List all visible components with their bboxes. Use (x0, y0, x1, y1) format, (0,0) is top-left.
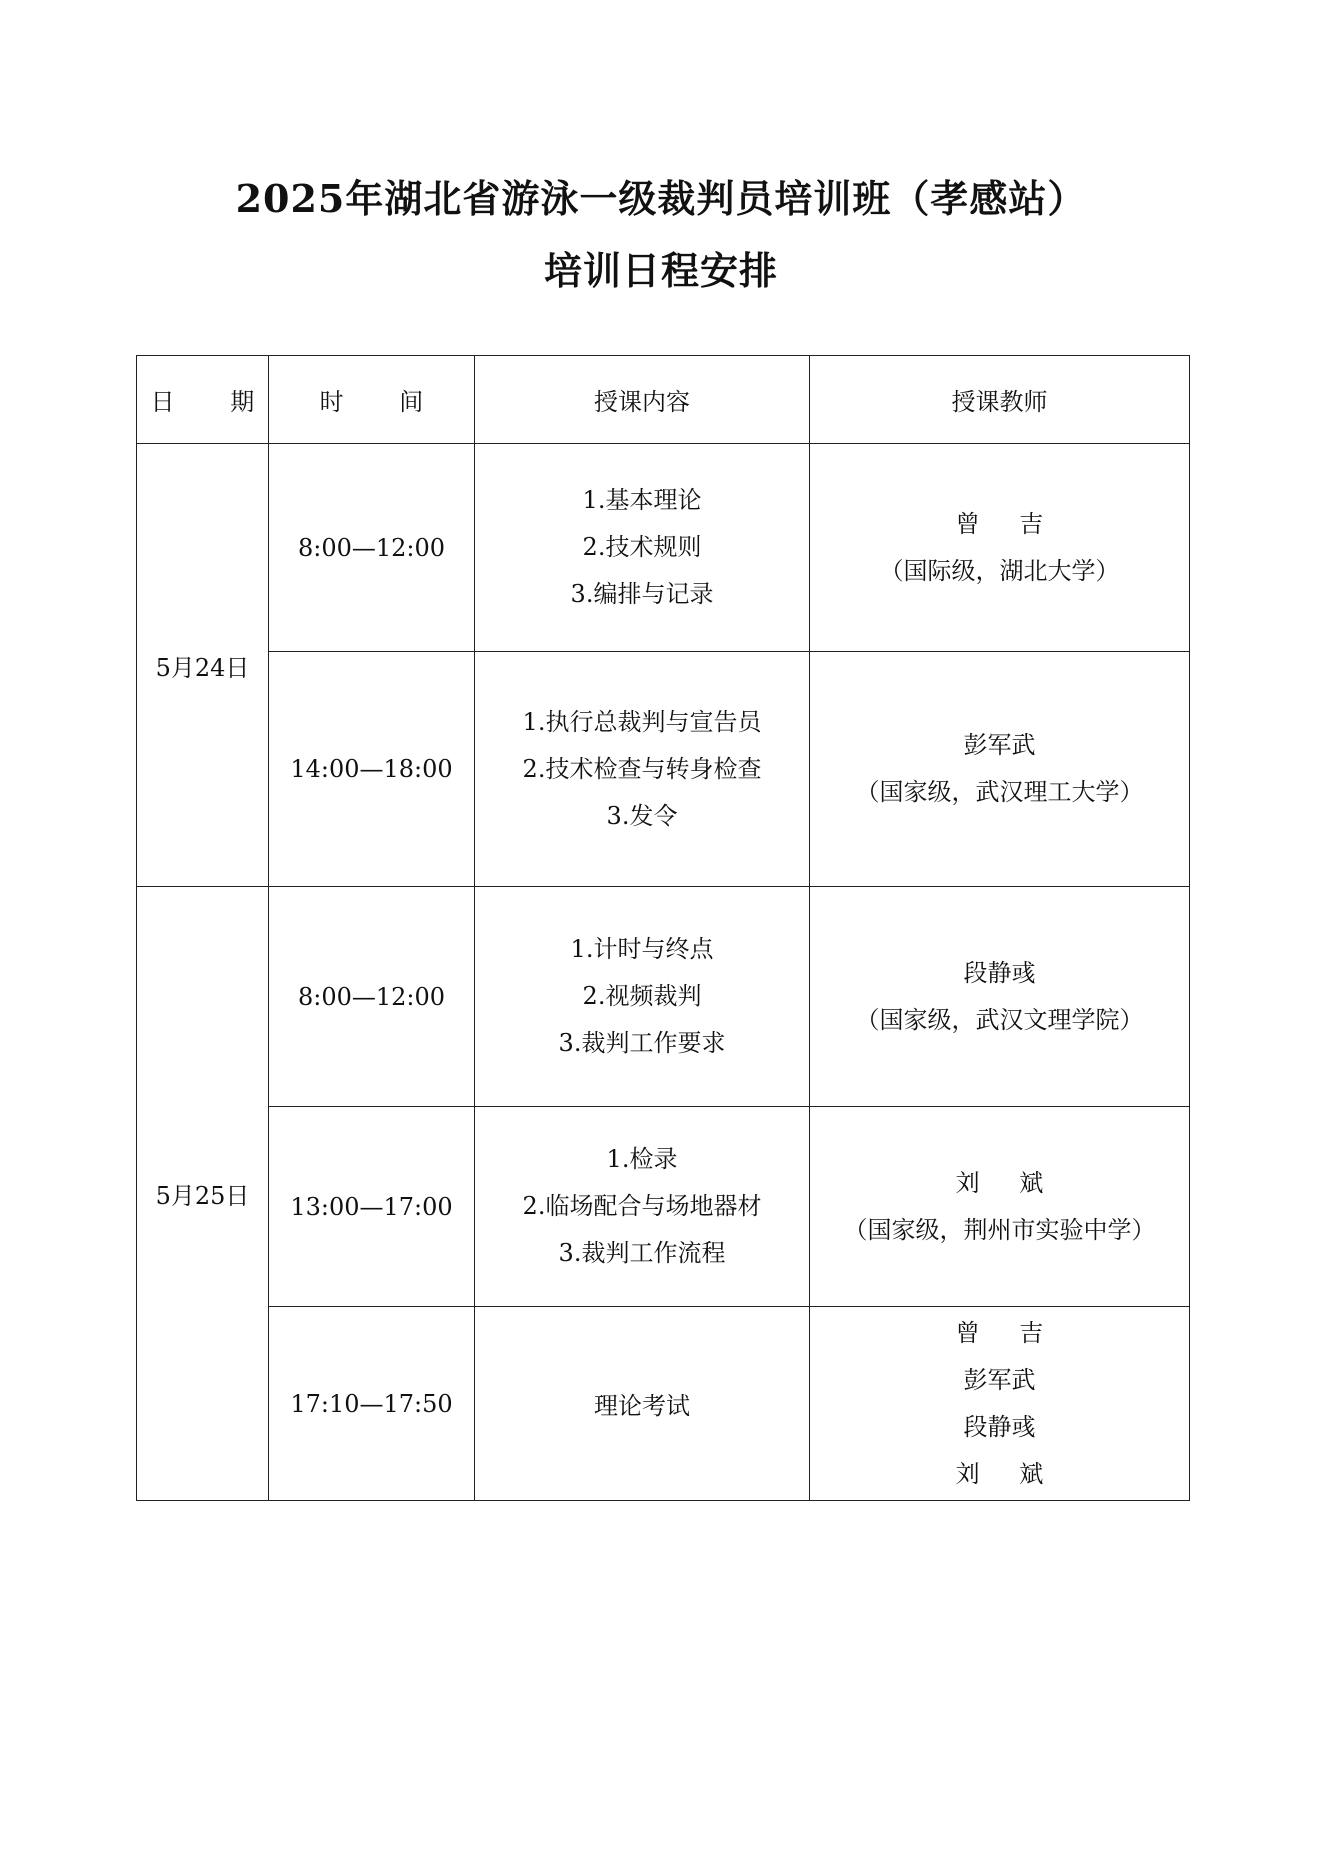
table-row (137, 652, 1190, 887)
content-item: 1.基本理论 (582, 486, 702, 514)
content-item: 3.发令 (606, 801, 678, 830)
document-title: 2025年湖北省游泳一级裁判员培训班（孝感站） (235, 176, 1087, 221)
teacher-name: 曾 吉 (955, 1318, 1060, 1347)
teacher-cell (810, 1307, 1190, 1501)
content-cell (475, 887, 810, 1107)
table-row (137, 444, 1190, 652)
document-subtitle: 培训日程安排 (543, 248, 778, 293)
teacher-name: 段静彧 (963, 958, 1036, 987)
content-item: 2.视频裁判 (582, 982, 702, 1010)
teacher-name: 彭军武 (963, 731, 1036, 759)
teacher-cell (810, 444, 1190, 652)
content-cell (475, 1107, 810, 1307)
header-date: 日 期 (137, 356, 269, 444)
teacher-name: 刘 斌 (955, 1168, 1060, 1197)
teacher-org: （国家级，武汉文理学院） (855, 1005, 1144, 1034)
content-cell: 理论考试 (475, 1307, 810, 1501)
time-cell: 13:00—17:00 (269, 1107, 475, 1307)
content-item: 3.编排与记录 (570, 580, 714, 608)
teacher-org: （国家级，荆州市实验中学） (843, 1215, 1156, 1244)
header-teacher: 授课教师 (810, 356, 1190, 444)
teacher-cell (810, 1107, 1190, 1307)
header-time: 时 间 (269, 356, 475, 444)
teacher-name: 段静彧 (963, 1412, 1036, 1441)
teacher-name: 曾 吉 (955, 509, 1060, 538)
content-item: 1.检录 (606, 1145, 678, 1173)
date-cell: 5月25日 (137, 887, 269, 1501)
time-cell: 8:00—12:00 (269, 444, 475, 652)
teacher-cell (810, 652, 1190, 887)
teacher-org: （国际级，湖北大学） (879, 556, 1120, 585)
content-item: 1.计时与终点 (570, 935, 714, 963)
table-row (137, 1107, 1190, 1307)
header-content: 授课内容 (475, 356, 810, 444)
content-item: 3.裁判工作流程 (558, 1239, 726, 1267)
teacher-cell (810, 887, 1190, 1107)
table-row (137, 1307, 1190, 1501)
date-cell: 5月24日 (137, 444, 269, 887)
content-item: 2.临场配合与场地器材 (522, 1192, 762, 1220)
content-item: 2.技术检查与转身检查 (522, 754, 762, 783)
content-cell (475, 444, 810, 652)
time-cell: 17:10—17:50 (269, 1307, 475, 1501)
content-cell (475, 652, 810, 887)
teacher-name: 刘 斌 (955, 1459, 1060, 1488)
content-item: 1.执行总裁判与宣告员 (522, 707, 762, 736)
table-row (137, 887, 1190, 1107)
table-header-row (137, 356, 1190, 444)
teacher-org: （国家级，武汉理工大学） (855, 778, 1144, 806)
schedule-table (136, 355, 1190, 1501)
teacher-name: 彭军武 (963, 1365, 1036, 1394)
content-item: 3.裁判工作要求 (558, 1029, 726, 1057)
time-cell: 8:00—12:00 (269, 887, 475, 1107)
content-item: 2.技术规则 (582, 533, 702, 561)
time-cell: 14:00—18:00 (269, 652, 475, 887)
